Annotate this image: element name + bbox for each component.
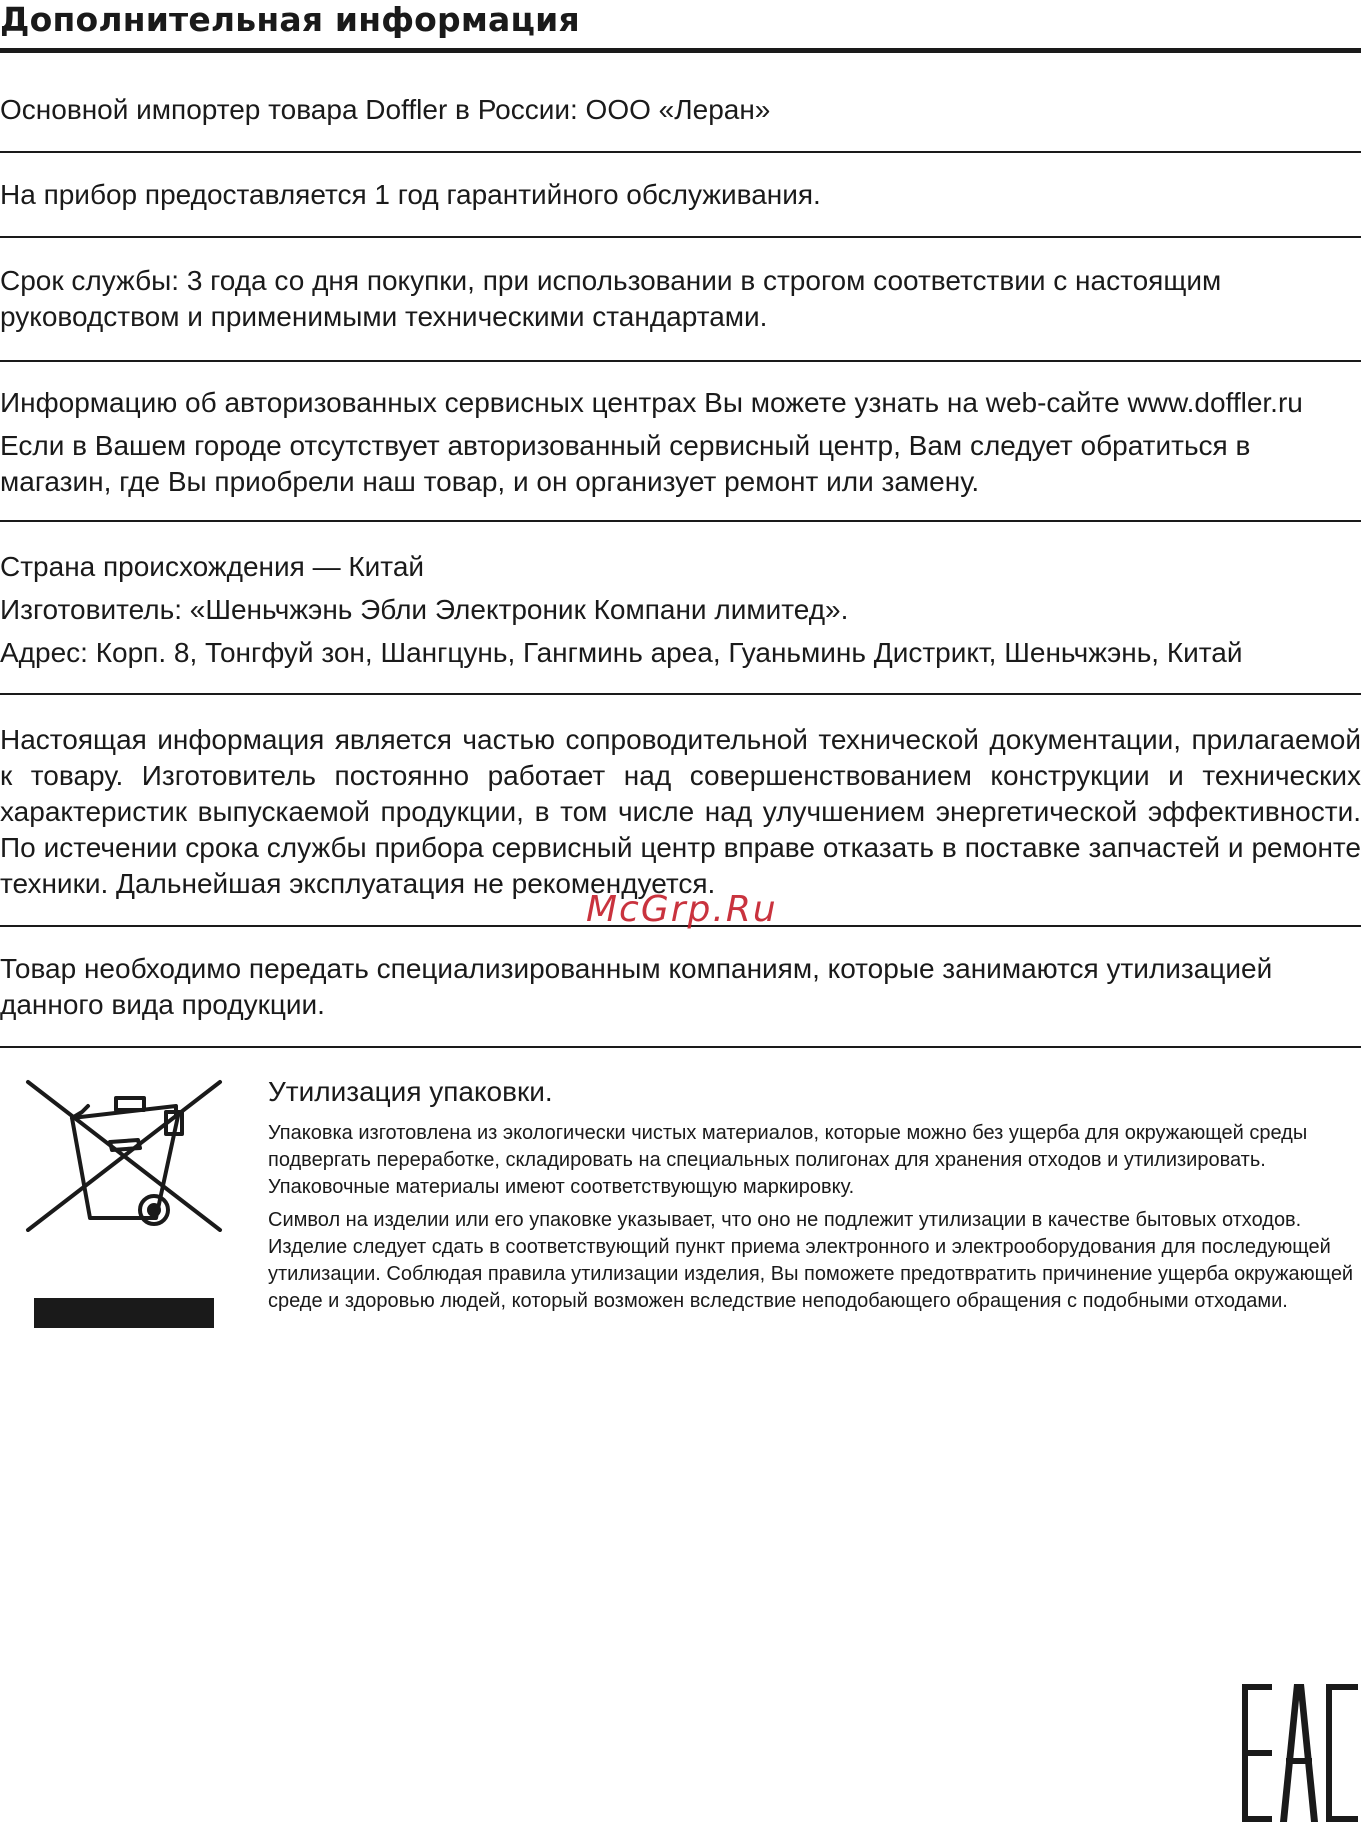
section-service-life	[0, 263, 1361, 335]
importer-text: Основной импортер товара Doffler в России: ООО «Леран»	[0, 94, 771, 125]
warranty-text: На прибор предоставляется 1 год гарантийного обслуживания.	[0, 179, 821, 210]
manufacturer-text: Изготовитель: «Шеньчжэнь Эбли Электроник Компани лимитед».	[0, 594, 849, 625]
title-divider	[0, 48, 1361, 53]
documentation-text: Настоящая информация является частью сопроводительной технической документации, прилагаемой к товару. Изготовитель постоянно работает над совершенствованием конструкции и технических характеристик выпускаемой продукции, в том числе над улучшением энергетической эффективности. По истечении срока службы прибора сервисный центр вправе отказать в поставке запчастей и ремонте техники. Дальнейшая эксплуатация не рекомендуется.	[0, 724, 1361, 899]
section-importer	[0, 92, 1361, 128]
crossed-out-wheelie-bin-icon	[24, 1078, 224, 1232]
packaging-title: Утилизация упаковки.	[268, 1076, 553, 1107]
watermark: McGrp.Ru	[586, 889, 778, 930]
service-centers-website-text: Информацию об авторизованных сервисных центрах Вы можете узнать на web-сайте www.doffler.ru	[0, 387, 1303, 418]
divider	[0, 151, 1361, 153]
section-origin	[0, 549, 1361, 671]
divider	[0, 1046, 1361, 1048]
section-service-centers	[0, 385, 1361, 500]
section-disposal	[0, 951, 1361, 1023]
divider	[0, 360, 1361, 362]
divider	[0, 520, 1361, 522]
page-title: Дополнительная информация	[0, 0, 580, 39]
weee-black-bar	[34, 1298, 214, 1328]
symbol-paragraph: Символ на изделии или его упаковке указывает, что оно не подлежит утилизации в качестве бытовых отходов. Изделие следует сдать в соответствующий пункт приема электронного и электрооборудования для последующей утилизации. Соблюдая правила утилизации изделия, Вы поможете предотвратить причинение ущерба окружающей среде и здоровью людей, который возможен вследствие неподобающего обращения с подобными отходами.	[268, 1209, 1354, 1312]
section-documentation	[0, 722, 1361, 902]
packaging-paragraph: Упаковка изготовлена из экологически чистых материалов, которые можно без ущерба для окружающей среды подвергать переработке, складировать на специальных полигонах для хранения отходов и утилизировать. Упаковочные материалы имеют соответствующую маркировку.	[268, 1122, 1308, 1198]
manufacturer-address-text: Адрес: Корп. 8, Тонгфуй зон, Шангцунь, Гангминь ареа, Гуаньминь Дистрикт, Шеньчжэнь, Китай	[0, 637, 1243, 668]
service-centers-local-text: Если в Вашем городе отсутствует авторизованный сервисный центр, Вам следует обратиться в магазин, где Вы приобрели наш товар, и он организует ремонт или замену.	[0, 430, 1251, 497]
service-life-text: Срок службы: 3 года со дня покупки, при использовании в строгом соответствии с настоящим руководством и применимыми техническими стандартами.	[0, 265, 1222, 332]
origin-country-text: Страна происхождения — Китай	[0, 551, 425, 582]
packaging-section	[268, 1074, 1358, 1315]
divider	[0, 236, 1361, 238]
disposal-text: Товар необходимо передать специализированным компаниям, которые занимаются утилизацией данного вида продукции.	[0, 953, 1273, 1020]
divider	[0, 693, 1361, 695]
eac-mark-icon	[1238, 1682, 1361, 1824]
section-warranty	[0, 177, 1361, 213]
